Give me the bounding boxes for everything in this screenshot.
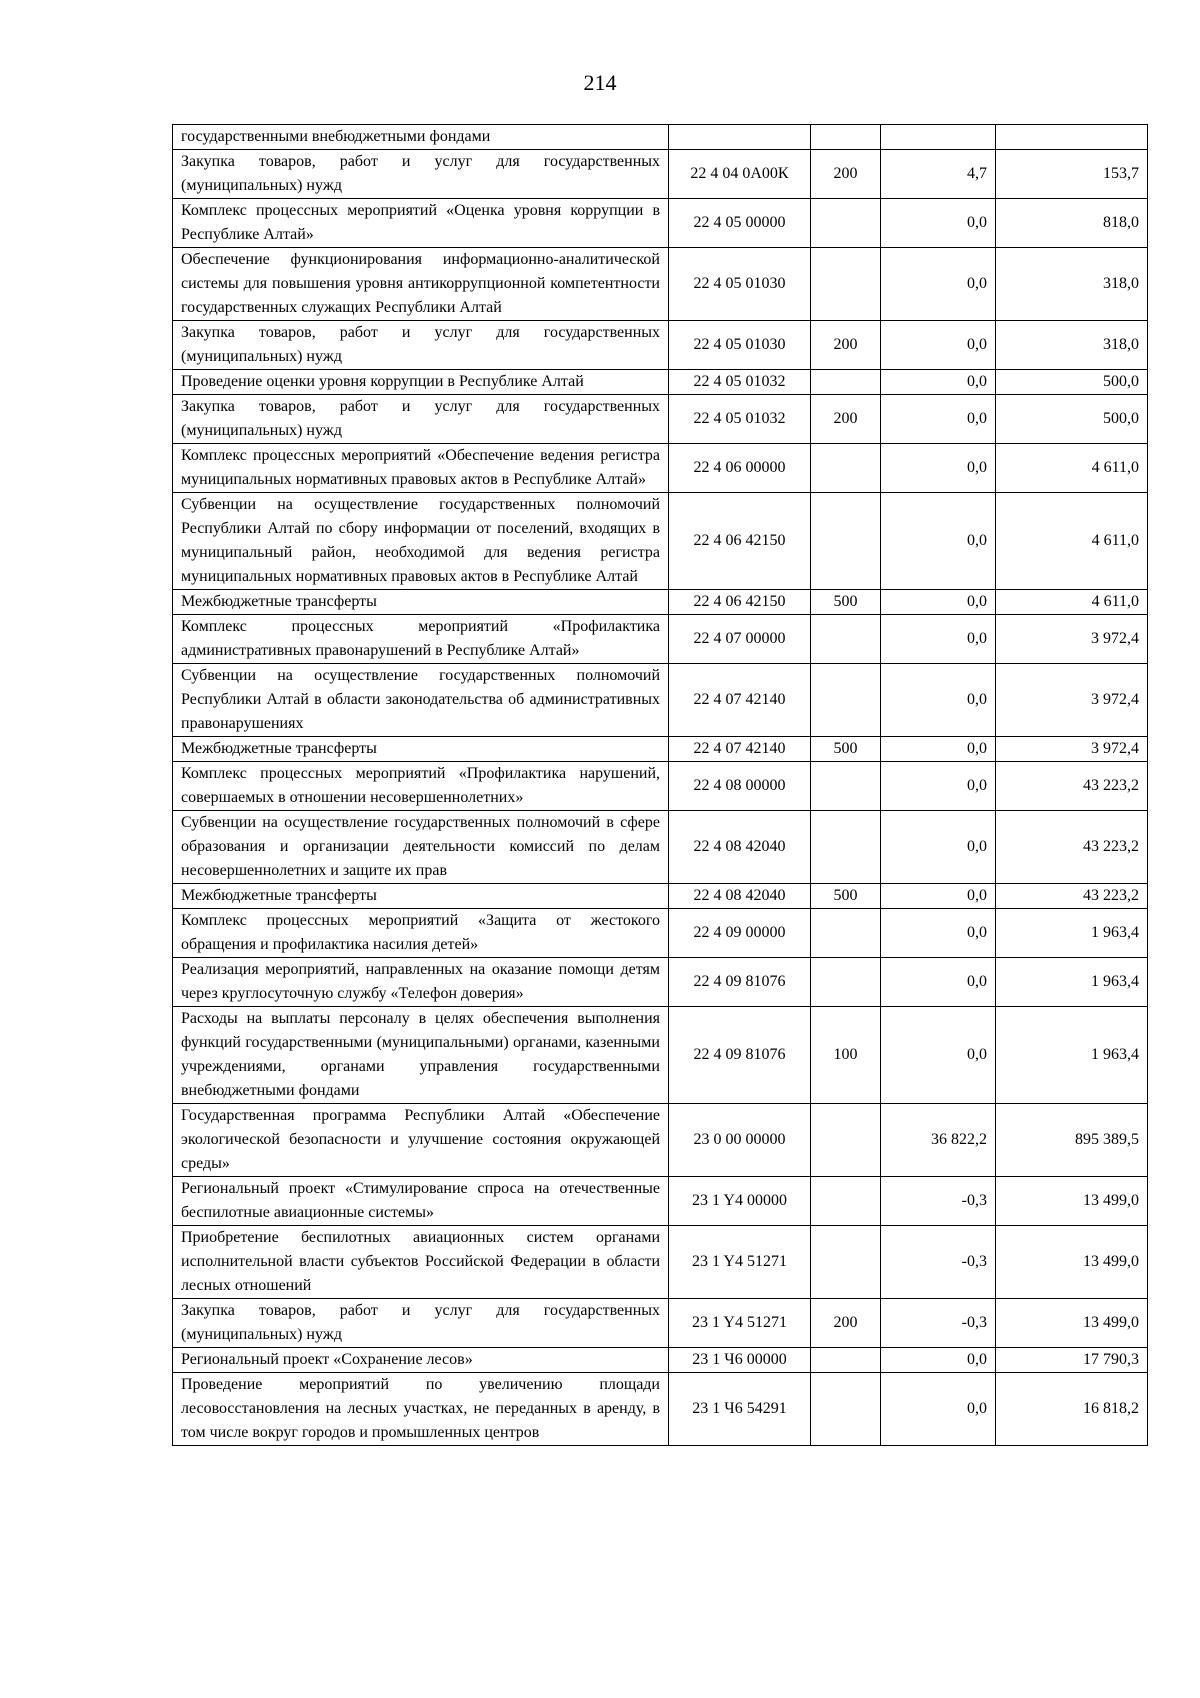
row-type-cell: 200 [811, 321, 881, 370]
row-value-2025-cell: 3 972,4 [996, 737, 1148, 762]
table-row [173, 811, 1148, 884]
row-value-2025-cell: 16 818,2 [996, 1373, 1148, 1446]
table-row [173, 909, 1148, 958]
row-name-cell: Межбюджетные трансферты [173, 884, 669, 909]
row-value-2025-cell: 1 963,4 [996, 1007, 1148, 1104]
row-value-2024-cell: 0,0 [881, 1348, 996, 1373]
row-name-cell: Реализация мероприятий, направленных на оказание помощи детям через круглосуточную службу «Телефон доверия» [173, 958, 669, 1007]
row-value-2024-cell: 0,0 [881, 590, 996, 615]
row-name-cell: Приобретение беспилотных авиационных систем органами исполнительной власти субъектов Российской Федерации в области лесных отношений [173, 1226, 669, 1299]
row-value-2025-cell: 818,0 [996, 199, 1148, 248]
row-code-cell: 22 4 05 00000 [669, 199, 811, 248]
row-value-2025-cell: 153,7 [996, 150, 1148, 199]
row-name-cell: Региональный проект «Стимулирование спроса на отечественные беспилотные авиационные системы» [173, 1177, 669, 1226]
row-value-2024-cell: 0,0 [881, 615, 996, 664]
row-type-cell: 200 [811, 1299, 881, 1348]
row-code-cell: 23 1 Y4 00000 [669, 1177, 811, 1226]
row-type-cell [811, 909, 881, 958]
table-row [173, 1299, 1148, 1348]
row-name-cell: государственными внебюджетными фондами [173, 125, 669, 150]
row-name-cell: Закупка товаров, работ и услуг для государственных (муниципальных) нужд [173, 321, 669, 370]
table-row [173, 395, 1148, 444]
row-code-cell: 23 0 00 00000 [669, 1104, 811, 1177]
row-value-2025-cell: 500,0 [996, 395, 1148, 444]
row-name-cell: Комплекс процессных мероприятий «Оценка уровня коррупции в Республике Алтай» [173, 199, 669, 248]
row-name-cell: Обеспечение функционирования информационно-аналитической системы для повышения уровня антикоррупционной компетентности государственных служащих Республики Алтай [173, 248, 669, 321]
row-code-cell: 22 4 08 42040 [669, 884, 811, 909]
row-type-cell [811, 1373, 881, 1446]
table-row [173, 370, 1148, 395]
row-value-2025-cell: 3 972,4 [996, 615, 1148, 664]
row-code-cell [669, 125, 811, 150]
row-type-cell [811, 958, 881, 1007]
table-row [173, 615, 1148, 664]
row-code-cell: 22 4 09 81076 [669, 958, 811, 1007]
row-value-2024-cell: 0,0 [881, 811, 996, 884]
row-name-cell: Региональный проект «Сохранение лесов» [173, 1348, 669, 1373]
row-type-cell [811, 1226, 881, 1299]
row-name-cell: Субвенции на осуществление государственных полномочий Республики Алтай в области законодательства об административных правонарушениях [173, 664, 669, 737]
row-name-cell: Государственная программа Республики Алтай «Обеспечение экологической безопасности и улучшение состояния окружающей среды» [173, 1104, 669, 1177]
row-type-cell: 500 [811, 590, 881, 615]
table-row [173, 248, 1148, 321]
row-name-cell: Субвенции на осуществление государственных полномочий Республики Алтай по сбору информации от поселений, входящих в муниципальный район, необходимой для ведения регистра муниципальных нормативных правовых актов в Республике Алтай [173, 493, 669, 590]
row-value-2024-cell: 0,0 [881, 493, 996, 590]
row-code-cell: 22 4 05 01032 [669, 370, 811, 395]
row-value-2024-cell: 0,0 [881, 958, 996, 1007]
row-value-2024-cell: 0,0 [881, 664, 996, 737]
row-code-cell: 23 1 Y4 51271 [669, 1226, 811, 1299]
row-value-2024-cell: 36 822,2 [881, 1104, 996, 1177]
row-type-cell [811, 199, 881, 248]
row-type-cell: 200 [811, 150, 881, 199]
row-code-cell: 22 4 09 81076 [669, 1007, 811, 1104]
row-value-2025-cell: 13 499,0 [996, 1299, 1148, 1348]
table-row [173, 125, 1148, 150]
row-name-cell: Проведение оценки уровня коррупции в Республике Алтай [173, 370, 669, 395]
row-value-2025-cell: 4 611,0 [996, 590, 1148, 615]
row-code-cell: 22 4 05 01030 [669, 248, 811, 321]
row-code-cell: 22 4 08 00000 [669, 762, 811, 811]
row-code-cell: 22 4 06 42150 [669, 590, 811, 615]
row-name-cell: Проведение мероприятий по увеличению площади лесовосстановления на лесных участках, не переданных в аренду, в том числе вокруг городов и промышленных центров [173, 1373, 669, 1446]
row-type-cell: 500 [811, 737, 881, 762]
table-row [173, 664, 1148, 737]
table-row [173, 1226, 1148, 1299]
row-value-2025-cell: 4 611,0 [996, 493, 1148, 590]
row-type-cell [811, 1104, 881, 1177]
row-value-2024-cell: 0,0 [881, 321, 996, 370]
row-type-cell [811, 248, 881, 321]
row-value-2025-cell: 895 389,5 [996, 1104, 1148, 1177]
row-value-2025-cell: 43 223,2 [996, 762, 1148, 811]
row-code-cell: 22 4 07 42140 [669, 737, 811, 762]
row-value-2025-cell: 43 223,2 [996, 811, 1148, 884]
row-value-2024-cell: 0,0 [881, 199, 996, 248]
row-code-cell: 22 4 05 01032 [669, 395, 811, 444]
row-code-cell: 23 1 Y4 51271 [669, 1299, 811, 1348]
row-name-cell: Субвенции на осуществление государственных полномочий в сфере образования и организации деятельности комиссий по делам несовершеннолетних и защите их прав [173, 811, 669, 884]
row-type-cell: 500 [811, 884, 881, 909]
row-value-2025-cell: 1 963,4 [996, 958, 1148, 1007]
budget-table-body [173, 125, 1148, 1446]
row-name-cell: Закупка товаров, работ и услуг для государственных (муниципальных) нужд [173, 150, 669, 199]
row-type-cell [811, 1177, 881, 1226]
row-value-2024-cell: 0,0 [881, 884, 996, 909]
row-name-cell: Межбюджетные трансферты [173, 590, 669, 615]
table-row [173, 199, 1148, 248]
row-type-cell [811, 1348, 881, 1373]
table-row [173, 444, 1148, 493]
table-row [173, 590, 1148, 615]
row-value-2024-cell: 0,0 [881, 248, 996, 321]
row-value-2024-cell: -0,3 [881, 1226, 996, 1299]
table-row [173, 150, 1148, 199]
budget-table [172, 124, 1148, 1446]
table-row [173, 1104, 1148, 1177]
row-name-cell: Комплекс процессных мероприятий «Профилактика административных правонарушений в Республике Алтай» [173, 615, 669, 664]
row-code-cell: 23 1 Ч6 54291 [669, 1373, 811, 1446]
row-code-cell: 22 4 07 00000 [669, 615, 811, 664]
table-row [173, 958, 1148, 1007]
row-value-2025-cell: 318,0 [996, 248, 1148, 321]
row-type-cell [811, 493, 881, 590]
row-value-2025-cell: 1 963,4 [996, 909, 1148, 958]
row-name-cell: Межбюджетные трансферты [173, 737, 669, 762]
row-value-2024-cell: 0,0 [881, 762, 996, 811]
table-row [173, 884, 1148, 909]
table-row [173, 1348, 1148, 1373]
row-name-cell: Закупка товаров, работ и услуг для государственных (муниципальных) нужд [173, 395, 669, 444]
row-code-cell: 22 4 05 01030 [669, 321, 811, 370]
row-type-cell [811, 811, 881, 884]
row-type-cell: 100 [811, 1007, 881, 1104]
row-code-cell: 22 4 06 00000 [669, 444, 811, 493]
row-value-2024-cell: -0,3 [881, 1299, 996, 1348]
row-code-cell: 22 4 06 42150 [669, 493, 811, 590]
row-value-2024-cell [881, 125, 996, 150]
table-row [173, 1373, 1148, 1446]
row-type-cell [811, 125, 881, 150]
row-name-cell: Комплекс процессных мероприятий «Обеспечение ведения регистра муниципальных нормативных правовых актов в Республике Алтай» [173, 444, 669, 493]
row-code-cell: 22 4 04 0А00К [669, 150, 811, 199]
row-value-2025-cell: 17 790,3 [996, 1348, 1148, 1373]
table-row [173, 321, 1148, 370]
table-row [173, 1007, 1148, 1104]
row-value-2025-cell: 13 499,0 [996, 1177, 1148, 1226]
row-name-cell: Комплекс процессных мероприятий «Профилактика нарушений, совершаемых в отношении несовершеннолетних» [173, 762, 669, 811]
row-value-2025-cell: 500,0 [996, 370, 1148, 395]
row-type-cell [811, 444, 881, 493]
table-row [173, 1177, 1148, 1226]
row-code-cell: 22 4 08 42040 [669, 811, 811, 884]
row-type-cell [811, 762, 881, 811]
row-value-2024-cell: 0,0 [881, 737, 996, 762]
row-value-2025-cell: 3 972,4 [996, 664, 1148, 737]
row-value-2025-cell: 13 499,0 [996, 1226, 1148, 1299]
table-row [173, 762, 1148, 811]
row-name-cell: Закупка товаров, работ и услуг для государственных (муниципальных) нужд [173, 1299, 669, 1348]
row-name-cell: Комплекс процессных мероприятий «Защита от жестокого обращения и профилактика насилия детей» [173, 909, 669, 958]
row-value-2025-cell: 318,0 [996, 321, 1148, 370]
row-type-cell [811, 370, 881, 395]
row-type-cell [811, 664, 881, 737]
table-row [173, 737, 1148, 762]
page-number: 214 [583, 70, 617, 95]
row-value-2024-cell: 0,0 [881, 444, 996, 493]
row-value-2024-cell: 4,7 [881, 150, 996, 199]
row-type-cell [811, 615, 881, 664]
row-value-2025-cell [996, 125, 1148, 150]
row-code-cell: 22 4 09 00000 [669, 909, 811, 958]
row-value-2024-cell: 0,0 [881, 909, 996, 958]
row-value-2024-cell: 0,0 [881, 1373, 996, 1446]
row-name-cell: Расходы на выплаты персоналу в целях обеспечения выполнения функций государственными (муниципальными) органами, казенными учреждениями, органами управления государственными внебюджетными фондами [173, 1007, 669, 1104]
row-value-2025-cell: 43 223,2 [996, 884, 1148, 909]
table-row [173, 493, 1148, 590]
row-code-cell: 23 1 Ч6 00000 [669, 1348, 811, 1373]
row-value-2024-cell: 0,0 [881, 1007, 996, 1104]
row-value-2025-cell: 4 611,0 [996, 444, 1148, 493]
row-type-cell: 200 [811, 395, 881, 444]
row-value-2024-cell: -0,3 [881, 1177, 996, 1226]
row-code-cell: 22 4 07 42140 [669, 664, 811, 737]
row-value-2024-cell: 0,0 [881, 395, 996, 444]
row-value-2024-cell: 0,0 [881, 370, 996, 395]
